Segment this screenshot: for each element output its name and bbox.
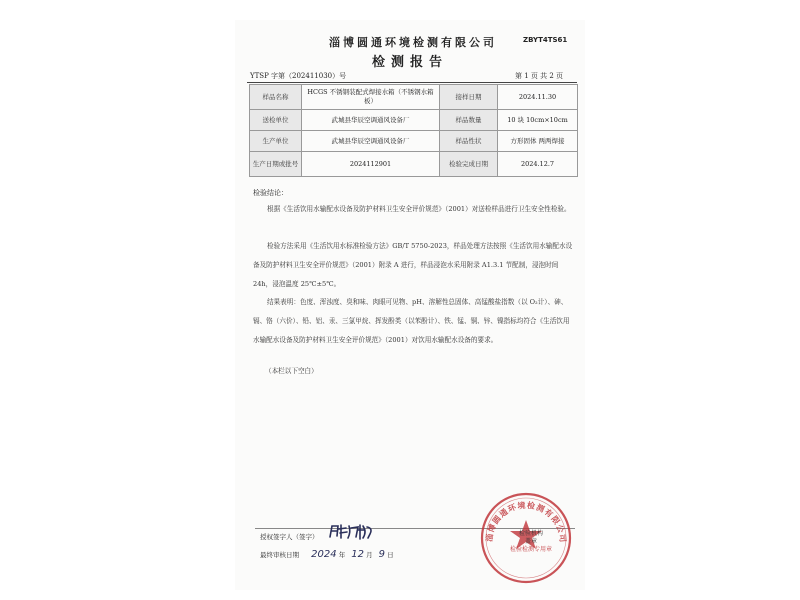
client-value: 武城县华辰空调通风设备厂 — [302, 110, 440, 131]
client-label: 送检单位 — [250, 110, 302, 131]
seal-caption-line2: 盖章 — [525, 538, 538, 545]
table-row — [250, 110, 578, 131]
finish-date-value: 2024.12.7 — [498, 152, 578, 177]
report-title: 检测报告 — [371, 55, 448, 70]
sample-info-table — [249, 84, 578, 177]
report-number: YTSP 字第（202411030）号 — [250, 72, 347, 80]
date-year: 2024 — [311, 549, 337, 560]
page-number: 第 1 页 共 2 页 — [515, 72, 564, 80]
company-name: 淄博圆通环境检测有限公司 — [329, 36, 497, 49]
handwritten-signature — [327, 522, 377, 542]
document-code: ZBYT4TS61 — [523, 36, 568, 44]
date-day-unit: 日 — [387, 551, 394, 559]
conclusion-paragraph-results: 结果表明：色度、浑浊度、臭和味、肉眼可见物、pH、溶解性总固体、高锰酸盐指数（以 O₂计）、砷、镉、铬（六价）、铅、铝、汞、三氯甲烷、挥发酚类（以苯酚计）、铁、锰、铜、锌、镍指标均符合《生活饮用水输配水设备及防护材料卫生安全评价规范》（2001）对饮用水输配水设备的要求。 — [253, 298, 570, 344]
blank-below-note: （本栏以下空白） — [265, 367, 318, 375]
finish-date-label: 检验完成日期 — [440, 152, 498, 177]
sample-state-label: 样品性状 — [440, 131, 498, 152]
date-year-unit: 年 — [338, 551, 346, 559]
date-month-unit: 月 — [366, 551, 373, 559]
receive-date-label: 接样日期 — [440, 85, 498, 110]
seal-caption-line1: 检验机构 — [519, 530, 544, 537]
header-divider — [247, 82, 577, 83]
producer-label: 生产单位 — [250, 131, 302, 152]
quantity-label: 样品数量 — [440, 110, 498, 131]
producer-value: 武城县华辰空调通风设备厂 — [302, 131, 440, 152]
sample-name-value: HCGS 不锈钢装配式焊接水箱（不锈钢水箱板） — [302, 85, 440, 110]
table-row — [250, 152, 578, 177]
table-row — [250, 85, 578, 110]
table-row — [250, 131, 578, 152]
report-page — [235, 20, 585, 590]
date-month: 12 — [351, 549, 364, 560]
conclusion-heading: 检验结论： — [253, 189, 288, 197]
final-date-row — [260, 549, 394, 560]
seal-text: 淄博圆通环境检测有限公司 — [483, 499, 569, 544]
sample-state-value: 方形固体 两两焊接 — [498, 131, 578, 152]
conclusion-paragraph-basis: 根据《生活饮用水输配水设备及防护材料卫生安全评价规范》（2001）对送检样品进行卫生安全性检验。 — [267, 205, 571, 213]
conclusion-paragraph-method: 检验方法采用《生活饮用水标准检验方法》GB/T 5750-2023，样品处理方法按照《生活饮用水输配水设备及防护材料卫生安全评价规范》（2001）附录 A 进行，样品浸泡水采用附录 A1.3.1 节配制，浸泡时间 24h，浸泡温度 25℃±5℃。 — [253, 242, 573, 288]
batch-value: 2024112901 — [302, 152, 440, 177]
receive-date-value: 2024.11.30 — [498, 85, 578, 110]
signer-label: 授权签字人（签字） — [260, 533, 319, 541]
batch-label: 生产日期或批号 — [250, 152, 302, 177]
final-date-label: 最终审核日期 — [260, 551, 299, 559]
quantity-value: 10 块 10cm×10cm — [498, 110, 578, 131]
sample-name-label: 样品名称 — [250, 85, 302, 110]
seal-caption-line3: 检验检测专用章 — [510, 546, 553, 553]
seal-caption — [510, 530, 552, 554]
date-day: 9 — [378, 549, 386, 560]
